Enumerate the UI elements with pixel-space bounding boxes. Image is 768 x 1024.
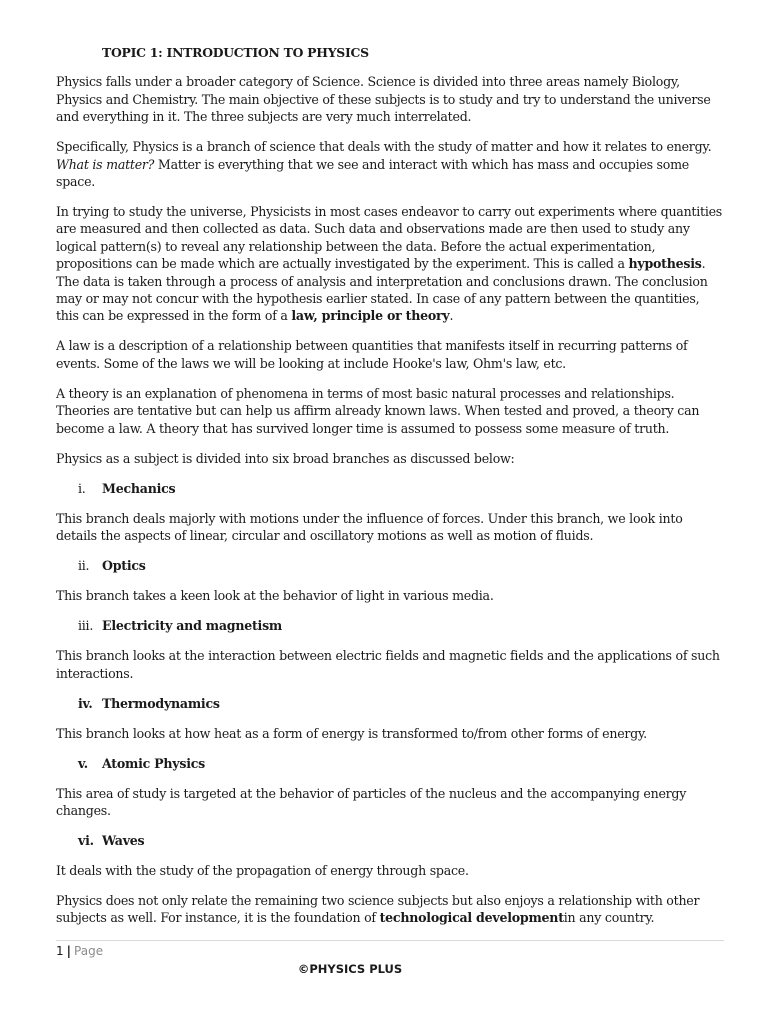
branch-description: This branch deals majorly with motions under the influence of forces. Under this branch, we look into details the aspects of linear, circular and oscillatory motions as well as motion of fluids.	[56, 510, 683, 544]
branch-heading	[56, 832, 724, 849]
branch-name: Atomic Physics	[102, 755, 206, 771]
branch-name: Electricity and magnetism	[102, 618, 283, 634]
paragraph-experiments	[56, 203, 724, 325]
page-footer	[56, 940, 724, 958]
text-span: In trying to study the universe, Physicists in most cases endeavor to carry out experiments where quantities are measured and then collected as data. Such data and observations made are then used to study any logical pattern(s) to reveal any relationship between the data. Before the actual experimentation, propositions can be made which are actually investigated by the experiment. This is called a	[56, 204, 723, 272]
branch-description: This area of study is targeted at the behavior of particles of the nucleus and the accompanying energy changes.	[56, 785, 687, 818]
page-title: TOPIC 1: INTRODUCTION TO PHYSICS	[102, 45, 369, 60]
text-span: . The data is taken through a process of analysis and interpretation and conclusions drawn. The conclusion may or may not concur with the hypothesis earlier stated. In case of any pattern between the quantities, this can be expressed in the form of a	[56, 256, 708, 324]
branch-description: It deals with the study of the propagation of energy through space.	[56, 862, 469, 878]
branch-number: iv.	[78, 695, 93, 711]
branch-number: vi.	[78, 832, 94, 848]
branch-description: This branch takes a keen look at the behavior of light in various media.	[56, 588, 494, 604]
emphasis-question: What is matter?	[56, 156, 155, 172]
branch-description: This branch looks at the interaction between electric fields and magnetic fields and the applications of such interactions.	[56, 648, 720, 681]
branch-name: Waves	[102, 832, 145, 848]
branch-heading	[56, 755, 724, 772]
page-label: Page	[74, 944, 104, 958]
text-span: Matter is everything that we see and interact with which has mass and occupies some space.	[56, 156, 690, 190]
paragraph-theory: A theory is an explanation of phenomena in terms of most basic natural processes and relationships. Theories are tentative but can help us affirm already known laws. When tested and proved, a theory can become a law. A theory that has survived longer time is assumed to possess some measure of truth.	[56, 385, 700, 436]
branch-name: Thermodynamics	[102, 695, 220, 711]
branch-description: This branch looks at how heat as a form of energy is transformed to/from other forms of energy.	[56, 725, 647, 741]
paragraph-branches-intro: Physics as a subject is divided into six broad branches as discussed below:	[56, 450, 515, 466]
term-technological-development: technological development	[379, 910, 564, 926]
branch-heading	[56, 480, 724, 497]
paragraph-matter	[56, 138, 724, 190]
paragraph-conclusion	[56, 892, 724, 927]
branch-number: i.	[78, 480, 86, 496]
branch-heading	[56, 557, 724, 574]
branch-name: Optics	[102, 558, 146, 574]
page-number: 1	[56, 944, 64, 958]
branch-number: ii.	[78, 558, 90, 574]
document-body	[56, 44, 724, 939]
branch-number: v.	[78, 755, 88, 771]
copyright-notice: ©PHYSICS PLUS	[297, 962, 403, 976]
term-hypothesis: hypothesis	[628, 256, 702, 272]
text-span: Specifically, Physics is a branch of science that deals with the study of matter and how it relates to energy.	[56, 139, 712, 155]
term-law-principle-theory: law, principle or theory	[291, 308, 450, 324]
text-span: Physics does not only relate the remaining two science subjects but also enjoys a relationship with other subjects as well. For instance, it is the foundation of	[56, 892, 700, 926]
branch-heading	[56, 695, 724, 712]
branch-name: Mechanics	[102, 480, 176, 496]
footer-separator: |	[66, 944, 72, 958]
branch-heading	[56, 617, 724, 634]
branch-number: iii.	[78, 618, 94, 634]
paragraph-law: A law is a description of a relationship between quantities that manifests itself in recurring patterns of events. Some of the laws we will be looking at include Hooke's law, Ohm's law, etc.	[56, 338, 688, 371]
text-span: .	[449, 308, 454, 324]
paragraph-intro: Physics falls under a broader category of Science. Science is divided into three areas namely Biology, Physics and Chemistry. The main objective of these subjects is to study and try to understand the universe and everything in it. The three subjects are very much interrelated.	[56, 74, 711, 125]
text-span: in any country.	[563, 910, 655, 926]
